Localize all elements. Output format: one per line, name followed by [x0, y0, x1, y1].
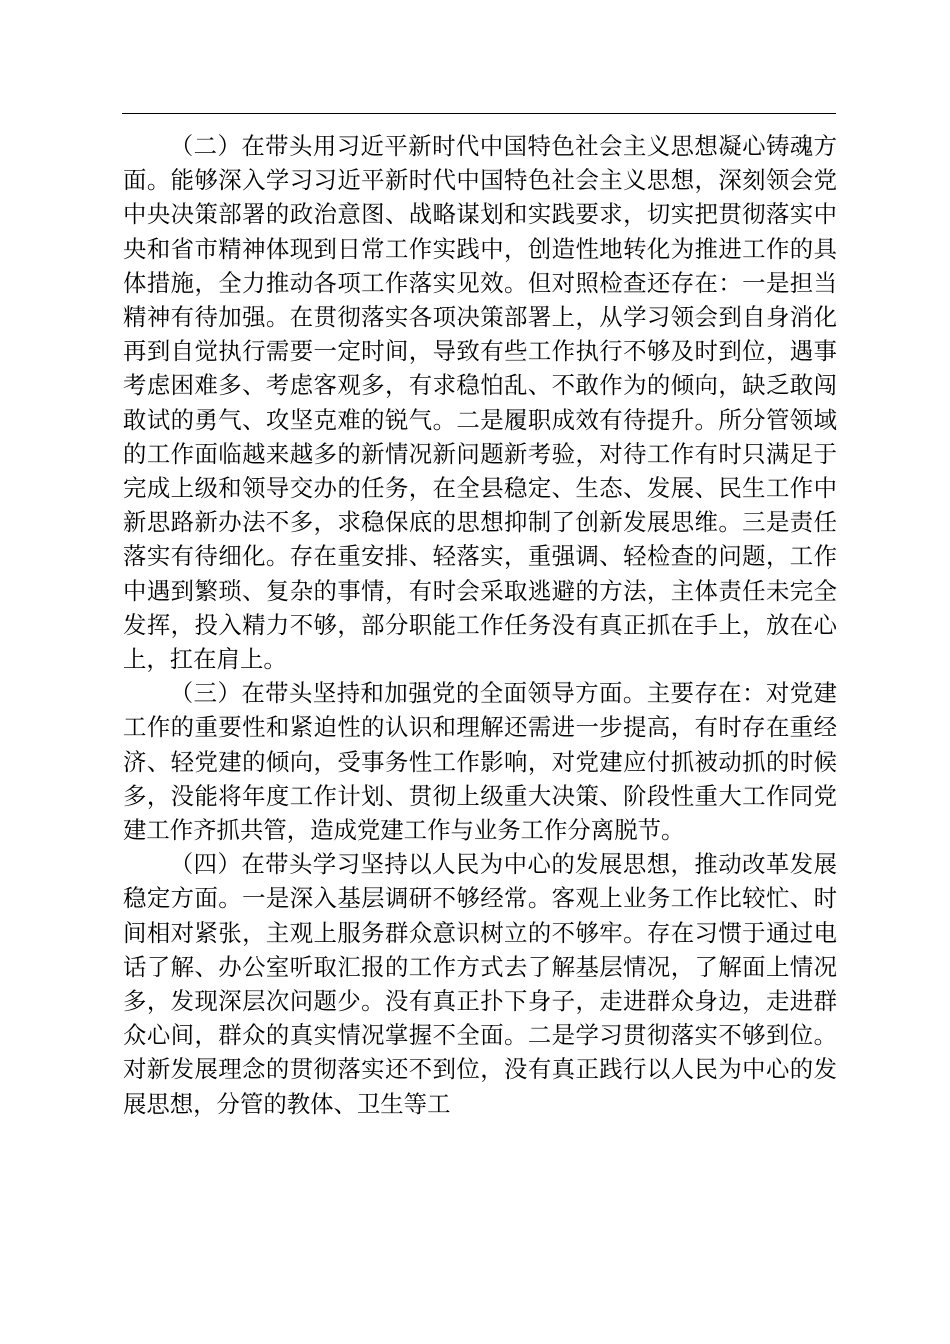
header-rule	[122, 113, 836, 114]
document-body	[123, 129, 837, 1121]
paragraph-section-2: （二）在带头用习近平新时代中国特色社会主义思想凝心铸魂方面。能够深入学习习近平新时代中国特色社会主义思想，深刻领会党中央决策部署的政治意图、战略谋划和实践要求，切实把贯彻落实中央和省市精神体现到日常工作实践中，创造性地转化为推进工作的具体措施，全力推动各项工作落实见效。但对照检查还存在：一是担当精神有待加强。在贯彻落实各项决策部署上，从学习领会到自身消化再到自觉执行需要一定时间，导致有些工作执行不够及时到位，遇事考虑困难多、考虑客观多，有求稳怕乱、不敢作为的倾向，缺乏敢闯敢试的勇气、攻坚克难的锐气。二是履职成效有待提升。所分管领域的工作面临越来越多的新情况新问题新考验，对待工作有时只满足于完成上级和领导交办的任务，在全县稳定、生态、发展、民生工作中新思路新办法不多，求稳保底的思想抑制了创新发展思维。三是责任落实有待细化。存在重安排、轻落实，重强调、轻检查的问题，工作中遇到繁琐、复杂的事情，有时会采取逃避的方法，主体责任未完全发挥，投入精力不够，部分职能工作任务没有真正抓在手上，放在心上，扛在肩上。	[123, 132, 837, 674]
paragraph-section-3: （三）在带头坚持和加强党的全面领导方面。主要存在：对党建工作的重要性和紧迫性的认识和理解还需进一步提高，有时存在重经济、轻党建的倾向，受事务性工作影响，对党建应付抓被动抓的时候多，没能将年度工作计划、贯彻上级重大决策、阶段性重大工作同党建工作齐抓共管，造成党建工作与业务工作分离脱节。	[123, 679, 837, 845]
paragraph-section-4: （四）在带头学习坚持以人民为中心的发展思想，推动改革发展稳定方面。一是深入基层调研不够经常。客观上业务工作比较忙、时间相对紧张，主观上服务群众意识树立的不够牢。存在习惯于通过电话了解、办公室听取汇报的工作方式去了解基层情况，了解面上情况多，发现深层次问题少。没有真正扑下身子，走进群众身边，走进群众心间，群众的真实情况掌握不全面。二是学习贯彻落实不够到位。对新发展理念的贯彻落实还不到位，没有真正践行以人民为中心的发展思想，分管的教体、卫生等工	[123, 850, 837, 1118]
